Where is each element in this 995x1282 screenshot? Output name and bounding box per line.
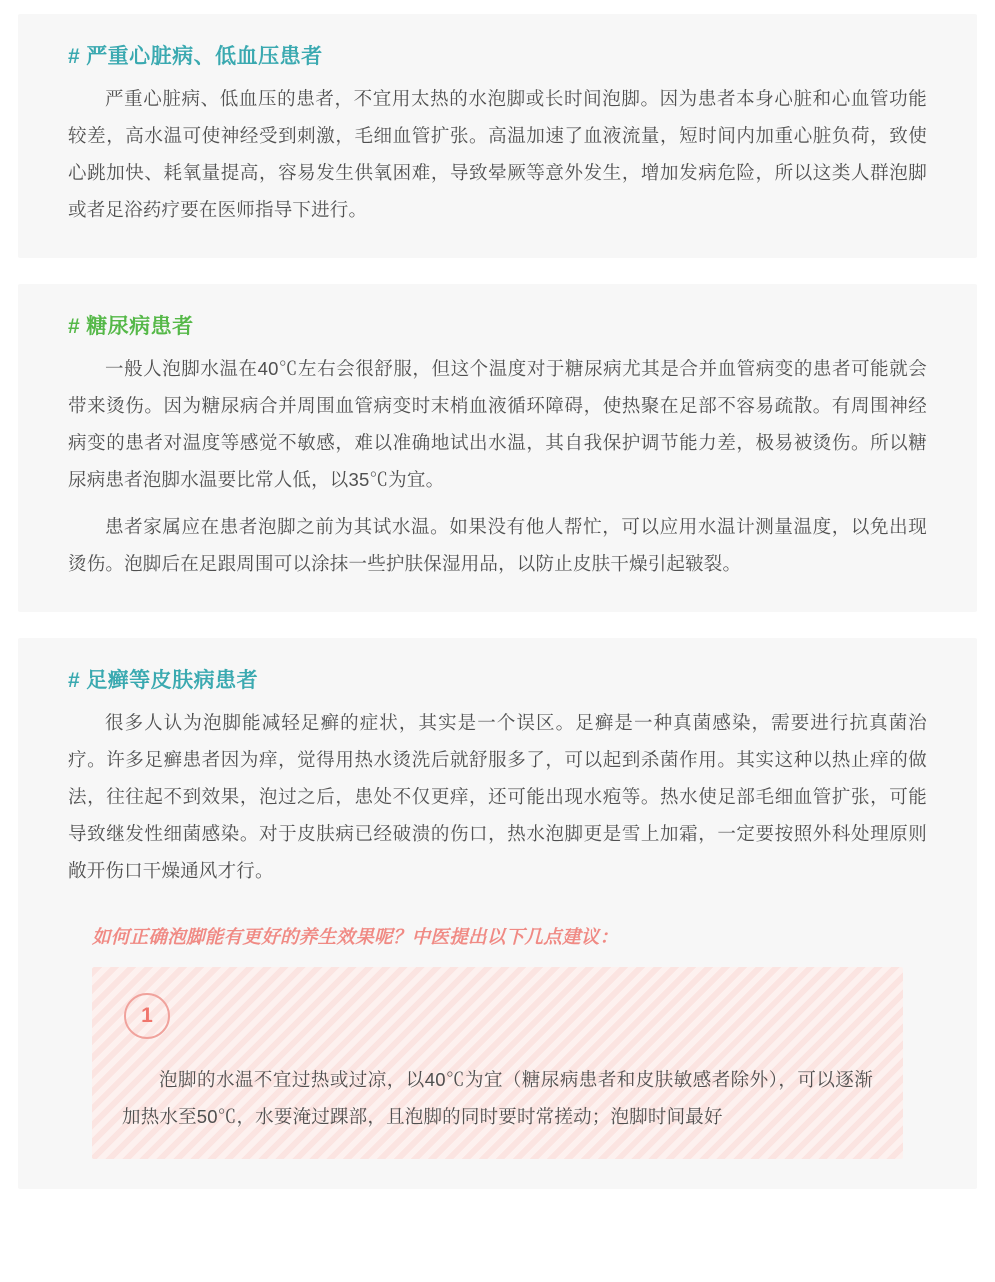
tip-number-badge: 1: [124, 993, 170, 1039]
section-card-1: [18, 14, 977, 258]
hash-marker-icon: #: [68, 669, 81, 692]
section-heading-1: [68, 40, 949, 70]
section-title-3: 足癣等皮肤病患者: [86, 669, 259, 692]
advice-lead-line: 如何正确泡脚能有更好的养生效果呢？中医提出以下几点建议：: [92, 926, 619, 947]
section-heading-3: [68, 664, 949, 694]
section-card-3: [18, 638, 977, 1189]
section-heading-2: [68, 310, 949, 340]
section-paragraph: 一般人泡脚水温在40℃左右会很舒服，但这个温度对于糖尿病尤其是合并血管病变的患者可能就会带来烫伤。因为糖尿病合并周围血管病变时末梢血液循环障碍，使热聚在足部不容易疏散。有周围神经病变的患者对温度等感觉不敏感，难以准确地试出水温，其自我保护调节能力差，极易被烫伤。所以糖尿病患者泡脚水温要比常人低，以35℃为宜。: [68, 358, 927, 490]
tip-text: 泡脚的水温不宜过热或过凉，以40℃为宜（糖尿病患者和皮肤敏感者除外），可以逐渐加热水至50℃，水要淹过踝部，且泡脚的同时要时常搓动；泡脚时间最好: [122, 1069, 873, 1127]
section-paragraph: 很多人认为泡脚能减轻足癣的症状，其实是一个误区。足癣是一种真菌感染，需要进行抗真菌治疗。许多足癣患者因为痒，觉得用热水烫洗后就舒服多了，可以起到杀菌作用。其实这种以热止痒的做法，往往起不到效果，泡过之后，患处不仅更痒，还可能出现水疱等。热水使足部毛细血管扩张，可能导致继发性细菌感染。对于皮肤病已经破溃的伤口，热水泡脚更是雪上加霜，一定要按照外科处理原则敞开伤口干燥通风才行。: [68, 712, 927, 881]
hash-marker-icon: #: [68, 315, 81, 338]
section-title-1: 严重心脏病、低血压患者: [86, 45, 323, 68]
section-paragraph: 严重心脏病、低血压的患者，不宜用太热的水泡脚或长时间泡脚。因为患者本身心脏和心血管功能较差，高水温可使神经受到刺激，毛细血管扩张。高温加速了血液流量，短时间内加重心脏负荷，致使心跳加快、耗氧量提高，容易发生供氧困难，导致晕厥等意外发生，增加发病危险，所以这类人群泡脚或者足浴药疗要在医师指导下进行。: [68, 88, 927, 220]
hash-marker-icon: #: [68, 45, 81, 68]
section-paragraph: 患者家属应在患者泡脚之前为其试水温。如果没有他人帮忙，可以应用水温计测量温度，以免出现烫伤。泡脚后在足跟周围可以涂抹一些护肤保湿用品，以防止皮肤干燥引起皲裂。: [68, 516, 927, 574]
section-title-2: 糖尿病患者: [86, 315, 194, 338]
section-card-2: [18, 284, 977, 612]
tip-block-1: [92, 967, 903, 1159]
